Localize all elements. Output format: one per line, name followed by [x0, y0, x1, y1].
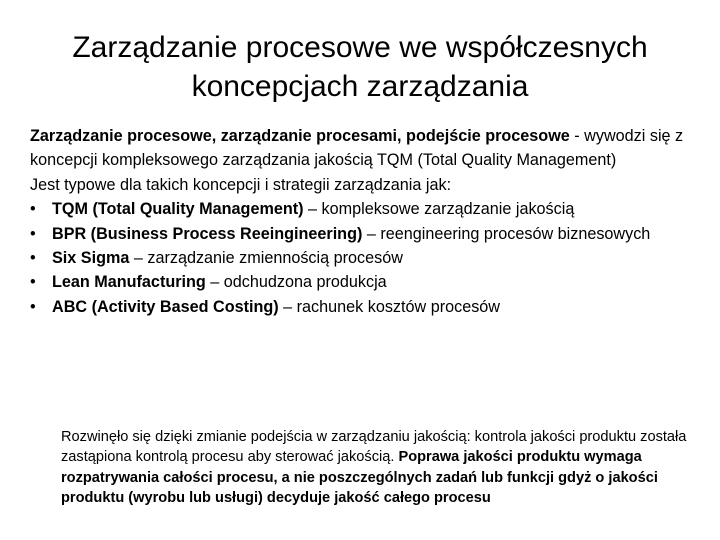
bullet-list [30, 197, 710, 319]
bullet-dot-icon: • [30, 273, 36, 292]
note-bold-text: Poprawa jakości produktu wymaga rozpatrywania całości procesu, a nie poszczególnych zadań lub funkcji gdyż o jakości produktu (wyrobu lub usługi) decyduje jakość całego procesu [61, 449, 658, 507]
bullet-term: Lean Manufacturing [52, 273, 206, 292]
slide-title [0, 28, 720, 106]
slide-title-line-1: Zarządzanie procesowe we współczesnych [72, 31, 648, 64]
bullet-term: TQM (Total Quality Management) [52, 200, 304, 219]
note-block [61, 427, 711, 509]
bullet-desc: – zarządzanie zmiennością procesów [129, 249, 403, 268]
bullet-desc: – kompleksowe zarządzanie jakością [303, 200, 575, 219]
bullet-dot-icon: • [30, 200, 36, 219]
note-text: Rozwinęło się dzięki zmianie podejścia w zarządzaniu jakością: kontrola jakości produktu została zastąpiona kontrolą procesu aby sterować jakością. [61, 429, 687, 466]
bullet-item-bpr [30, 222, 710, 246]
intro-bold-text: Zarządzanie procesowe, zarządzanie procesami, podejście procesowe [30, 127, 570, 145]
bullet-item-tqm [30, 197, 710, 221]
bullet-term: ABC (Activity Based Costing) [52, 297, 279, 316]
bullet-desc: – reengineering procesów biznesowych [362, 224, 651, 243]
note-paragraph [61, 427, 711, 509]
bullet-desc: – rachunek kosztów procesów [278, 297, 500, 316]
intro-text: - wywodzi się z koncepcji kompleksowego zarządzania jakością TQM (Total Quality Management) [30, 127, 684, 170]
bullet-term: BPR (Business Process Reeingineering) [52, 224, 363, 243]
intro-line-2: Jest typowe dla takich koncepcji i strategii zarządzania jak: [30, 175, 452, 194]
intro-paragraph [30, 124, 710, 173]
bullet-item-abc [30, 295, 710, 319]
bullet-dot-icon: • [30, 249, 36, 268]
bullet-desc: – odchudzona produkcja [205, 273, 387, 292]
bullet-dot-icon: • [30, 297, 36, 316]
bullet-dot-icon: • [30, 224, 36, 243]
bullet-item-lean [30, 270, 710, 294]
bullet-item-six-sigma [30, 246, 710, 270]
slide-body [30, 124, 710, 319]
bullet-term: Six Sigma [52, 249, 130, 268]
slide-title-line-2: koncepcjach zarządzania [191, 70, 529, 103]
